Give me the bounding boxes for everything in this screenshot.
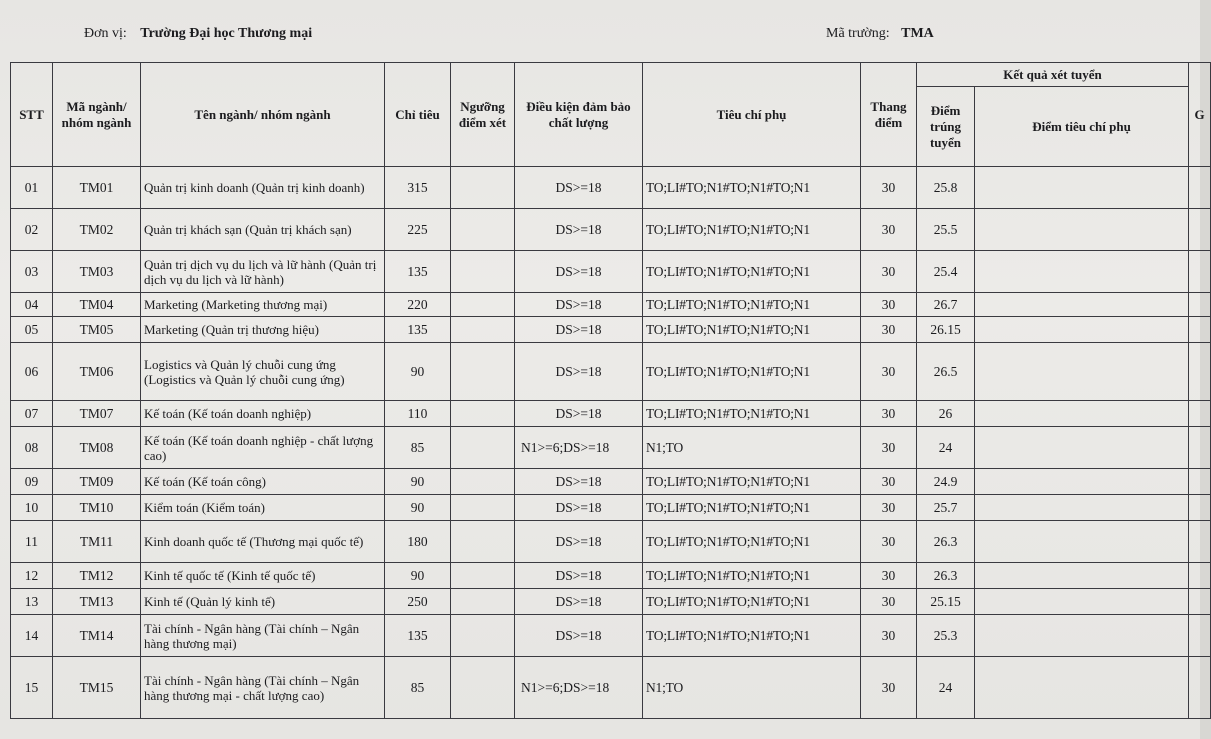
row-major-name: Marketing (Marketing thương mại) (141, 293, 385, 317)
table-row (11, 495, 1211, 521)
row-quota: 110 (385, 401, 451, 427)
row-major-code: TM05 (53, 317, 141, 343)
row-major-code: TM08 (53, 427, 141, 469)
row-major-name: Tài chính - Ngân hàng (Tài chính – Ngân hàng thương mại) (141, 615, 385, 657)
row-stt: 07 (11, 401, 53, 427)
row-major-code: TM14 (53, 615, 141, 657)
col-header-code: Mã ngành/ nhóm ngành (53, 63, 141, 167)
row-quota: 180 (385, 521, 451, 563)
row-partial-cell (1189, 495, 1211, 521)
unit-line (84, 26, 312, 42)
col-header-partial: G (1189, 63, 1211, 167)
row-partial-cell (1189, 589, 1211, 615)
row-major-code: TM09 (53, 469, 141, 495)
row-major-name: Quản trị kinh doanh (Quản trị kinh doanh) (141, 167, 385, 209)
unit-value: Trường Đại học Thương mại (140, 26, 313, 41)
table-row (11, 657, 1211, 719)
row-sub-criteria: TO;LI#TO;N1#TO;N1#TO;N1 (643, 401, 861, 427)
table-row (11, 427, 1211, 469)
row-threshold (451, 563, 515, 589)
row-threshold (451, 401, 515, 427)
row-admit-score: 24 (917, 657, 975, 719)
row-sub-criteria: TO;LI#TO;N1#TO;N1#TO;N1 (643, 251, 861, 293)
row-sub-criteria: TO;LI#TO;N1#TO;N1#TO;N1 (643, 615, 861, 657)
row-quota: 135 (385, 251, 451, 293)
row-threshold (451, 657, 515, 719)
row-scale: 30 (861, 495, 917, 521)
row-sub-criteria: N1;TO (643, 427, 861, 469)
row-quota: 220 (385, 293, 451, 317)
row-sub-criteria: TO;LI#TO;N1#TO;N1#TO;N1 (643, 167, 861, 209)
row-stt: 08 (11, 427, 53, 469)
row-major-name: Kinh doanh quốc tế (Thương mại quốc tế) (141, 521, 385, 563)
unit-label: Đơn vị: (84, 26, 127, 41)
row-scale: 30 (861, 615, 917, 657)
row-admit-score: 26.3 (917, 563, 975, 589)
row-admit-score: 25.3 (917, 615, 975, 657)
row-admit-score: 25.7 (917, 495, 975, 521)
row-threshold (451, 293, 515, 317)
row-scale: 30 (861, 293, 917, 317)
row-sub-criteria: TO;LI#TO;N1#TO;N1#TO;N1 (643, 293, 861, 317)
row-criteria-score (975, 209, 1189, 251)
col-header-scale: Thang điểm (861, 63, 917, 167)
col-header-stt: STT (11, 63, 53, 167)
row-major-code: TM07 (53, 401, 141, 427)
row-admit-score: 26.15 (917, 317, 975, 343)
row-partial-cell (1189, 251, 1211, 293)
row-partial-cell (1189, 343, 1211, 401)
row-major-code: TM04 (53, 293, 141, 317)
row-major-name: Kinh tế (Quản lý kinh tế) (141, 589, 385, 615)
row-admit-score: 26.3 (917, 521, 975, 563)
row-scale: 30 (861, 401, 917, 427)
admission-results-table (10, 62, 1211, 719)
row-threshold (451, 343, 515, 401)
row-criteria-score (975, 495, 1189, 521)
row-quality-condition: DS>=18 (515, 251, 643, 293)
row-scale: 30 (861, 657, 917, 719)
row-major-name: Logistics và Quản lý chuỗi cung ứng (Logistics và Quản lý chuỗi cung ứng) (141, 343, 385, 401)
row-major-code: TM03 (53, 251, 141, 293)
row-major-name: Kế toán (Kế toán công) (141, 469, 385, 495)
row-sub-criteria: TO;LI#TO;N1#TO;N1#TO;N1 (643, 209, 861, 251)
row-quality-condition: DS>=18 (515, 563, 643, 589)
school-code-value: TMA (901, 26, 934, 41)
row-partial-cell (1189, 209, 1211, 251)
row-quota: 135 (385, 615, 451, 657)
row-criteria-score (975, 657, 1189, 719)
table-row (11, 317, 1211, 343)
row-scale: 30 (861, 563, 917, 589)
row-criteria-score (975, 469, 1189, 495)
row-sub-criteria: TO;LI#TO;N1#TO;N1#TO;N1 (643, 521, 861, 563)
row-quality-condition: DS>=18 (515, 401, 643, 427)
row-quality-condition: N1>=6;DS>=18 (515, 657, 643, 719)
row-threshold (451, 209, 515, 251)
row-threshold (451, 495, 515, 521)
row-major-name: Tài chính - Ngân hàng (Tài chính – Ngân hàng thương mại - chất lượng cao) (141, 657, 385, 719)
row-quota: 90 (385, 495, 451, 521)
col-header-criteria-score: Điểm tiêu chí phụ (975, 87, 1189, 167)
row-sub-criteria: N1;TO (643, 657, 861, 719)
row-scale: 30 (861, 343, 917, 401)
row-criteria-score (975, 589, 1189, 615)
row-scale: 30 (861, 589, 917, 615)
row-partial-cell (1189, 317, 1211, 343)
table-row (11, 343, 1211, 401)
row-sub-criteria: TO;LI#TO;N1#TO;N1#TO;N1 (643, 469, 861, 495)
row-admit-score: 25.5 (917, 209, 975, 251)
row-quota: 225 (385, 209, 451, 251)
row-partial-cell (1189, 469, 1211, 495)
row-scale: 30 (861, 427, 917, 469)
row-admit-score: 26 (917, 401, 975, 427)
table-row (11, 209, 1211, 251)
row-scale: 30 (861, 521, 917, 563)
row-threshold (451, 469, 515, 495)
row-partial-cell (1189, 167, 1211, 209)
row-major-name: Kế toán (Kế toán doanh nghiệp) (141, 401, 385, 427)
row-criteria-score (975, 251, 1189, 293)
row-quota: 85 (385, 427, 451, 469)
row-admit-score: 26.5 (917, 343, 975, 401)
row-stt: 13 (11, 589, 53, 615)
table-row (11, 563, 1211, 589)
table-row (11, 589, 1211, 615)
row-criteria-score (975, 563, 1189, 589)
col-header-name: Tên ngành/ nhóm ngành (141, 63, 385, 167)
row-threshold (451, 167, 515, 209)
row-sub-criteria: TO;LI#TO;N1#TO;N1#TO;N1 (643, 589, 861, 615)
row-criteria-score (975, 401, 1189, 427)
col-header-admit-score: Điểm trúng tuyển (917, 87, 975, 167)
row-admit-score: 24.9 (917, 469, 975, 495)
row-quota: 90 (385, 343, 451, 401)
row-major-code: TM02 (53, 209, 141, 251)
row-scale: 30 (861, 209, 917, 251)
row-criteria-score (975, 317, 1189, 343)
row-major-code: TM11 (53, 521, 141, 563)
row-quota: 135 (385, 317, 451, 343)
row-criteria-score (975, 615, 1189, 657)
row-sub-criteria: TO;LI#TO;N1#TO;N1#TO;N1 (643, 495, 861, 521)
row-stt: 09 (11, 469, 53, 495)
row-quota: 90 (385, 563, 451, 589)
row-partial-cell (1189, 521, 1211, 563)
row-partial-cell (1189, 615, 1211, 657)
row-major-name: Kế toán (Kế toán doanh nghiệp - chất lượng cao) (141, 427, 385, 469)
row-quality-condition: DS>=18 (515, 167, 643, 209)
row-stt: 06 (11, 343, 53, 401)
row-scale: 30 (861, 469, 917, 495)
row-quality-condition: DS>=18 (515, 209, 643, 251)
row-major-code: TM06 (53, 343, 141, 401)
row-threshold (451, 589, 515, 615)
row-quota: 315 (385, 167, 451, 209)
row-quality-condition: DS>=18 (515, 495, 643, 521)
row-threshold (451, 521, 515, 563)
row-quality-condition: DS>=18 (515, 317, 643, 343)
row-scale: 30 (861, 251, 917, 293)
row-threshold (451, 317, 515, 343)
row-threshold (451, 615, 515, 657)
row-quality-condition: DS>=18 (515, 293, 643, 317)
row-stt: 11 (11, 521, 53, 563)
row-stt: 10 (11, 495, 53, 521)
row-stt: 04 (11, 293, 53, 317)
school-code-label: Mã trường: (826, 26, 890, 41)
row-criteria-score (975, 293, 1189, 317)
col-header-quality: Điều kiện đảm bảo chất lượng (515, 63, 643, 167)
row-major-code: TM13 (53, 589, 141, 615)
row-quality-condition: DS>=18 (515, 615, 643, 657)
col-header-quota: Chỉ tiêu (385, 63, 451, 167)
row-major-name: Marketing (Quản trị thương hiệu) (141, 317, 385, 343)
row-major-code: TM01 (53, 167, 141, 209)
row-admit-score: 25.4 (917, 251, 975, 293)
table-row (11, 401, 1211, 427)
row-stt: 02 (11, 209, 53, 251)
row-partial-cell (1189, 563, 1211, 589)
row-major-name: Quản trị khách sạn (Quản trị khách sạn) (141, 209, 385, 251)
row-stt: 15 (11, 657, 53, 719)
row-criteria-score (975, 343, 1189, 401)
row-threshold (451, 427, 515, 469)
table-row (11, 293, 1211, 317)
col-header-threshold: Ngưỡng điểm xét (451, 63, 515, 167)
row-partial-cell (1189, 401, 1211, 427)
row-sub-criteria: TO;LI#TO;N1#TO;N1#TO;N1 (643, 343, 861, 401)
row-admit-score: 26.7 (917, 293, 975, 317)
row-major-code: TM12 (53, 563, 141, 589)
table-body (11, 167, 1211, 719)
row-partial-cell (1189, 293, 1211, 317)
row-major-code: TM15 (53, 657, 141, 719)
row-scale: 30 (861, 167, 917, 209)
row-stt: 05 (11, 317, 53, 343)
row-major-name: Kiểm toán (Kiểm toán) (141, 495, 385, 521)
row-major-name: Quản trị dịch vụ du lịch và lữ hành (Quản trị dịch vụ du lịch và lữ hành) (141, 251, 385, 293)
row-admit-score: 24 (917, 427, 975, 469)
row-quota: 250 (385, 589, 451, 615)
school-code-line (826, 26, 934, 42)
row-quality-condition: DS>=18 (515, 521, 643, 563)
row-stt: 12 (11, 563, 53, 589)
row-criteria-score (975, 521, 1189, 563)
row-threshold (451, 251, 515, 293)
col-header-criteria: Tiêu chí phụ (643, 63, 861, 167)
row-admit-score: 25.8 (917, 167, 975, 209)
row-partial-cell (1189, 657, 1211, 719)
row-quality-condition: N1>=6;DS>=18 (515, 427, 643, 469)
row-stt: 01 (11, 167, 53, 209)
row-quality-condition: DS>=18 (515, 343, 643, 401)
row-major-code: TM10 (53, 495, 141, 521)
row-stt: 03 (11, 251, 53, 293)
row-partial-cell (1189, 427, 1211, 469)
row-stt: 14 (11, 615, 53, 657)
row-criteria-score (975, 167, 1189, 209)
row-scale: 30 (861, 317, 917, 343)
row-admit-score: 25.15 (917, 589, 975, 615)
table-row (11, 251, 1211, 293)
row-quota: 90 (385, 469, 451, 495)
row-quality-condition: DS>=18 (515, 469, 643, 495)
table-row (11, 167, 1211, 209)
row-quality-condition: DS>=18 (515, 589, 643, 615)
col-header-result-group: Kết quả xét tuyển (917, 63, 1189, 87)
row-sub-criteria: TO;LI#TO;N1#TO;N1#TO;N1 (643, 317, 861, 343)
row-criteria-score (975, 427, 1189, 469)
table-row (11, 469, 1211, 495)
row-sub-criteria: TO;LI#TO;N1#TO;N1#TO;N1 (643, 563, 861, 589)
table-row (11, 615, 1211, 657)
table-row (11, 521, 1211, 563)
row-quota: 85 (385, 657, 451, 719)
row-major-name: Kinh tế quốc tế (Kinh tế quốc tế) (141, 563, 385, 589)
